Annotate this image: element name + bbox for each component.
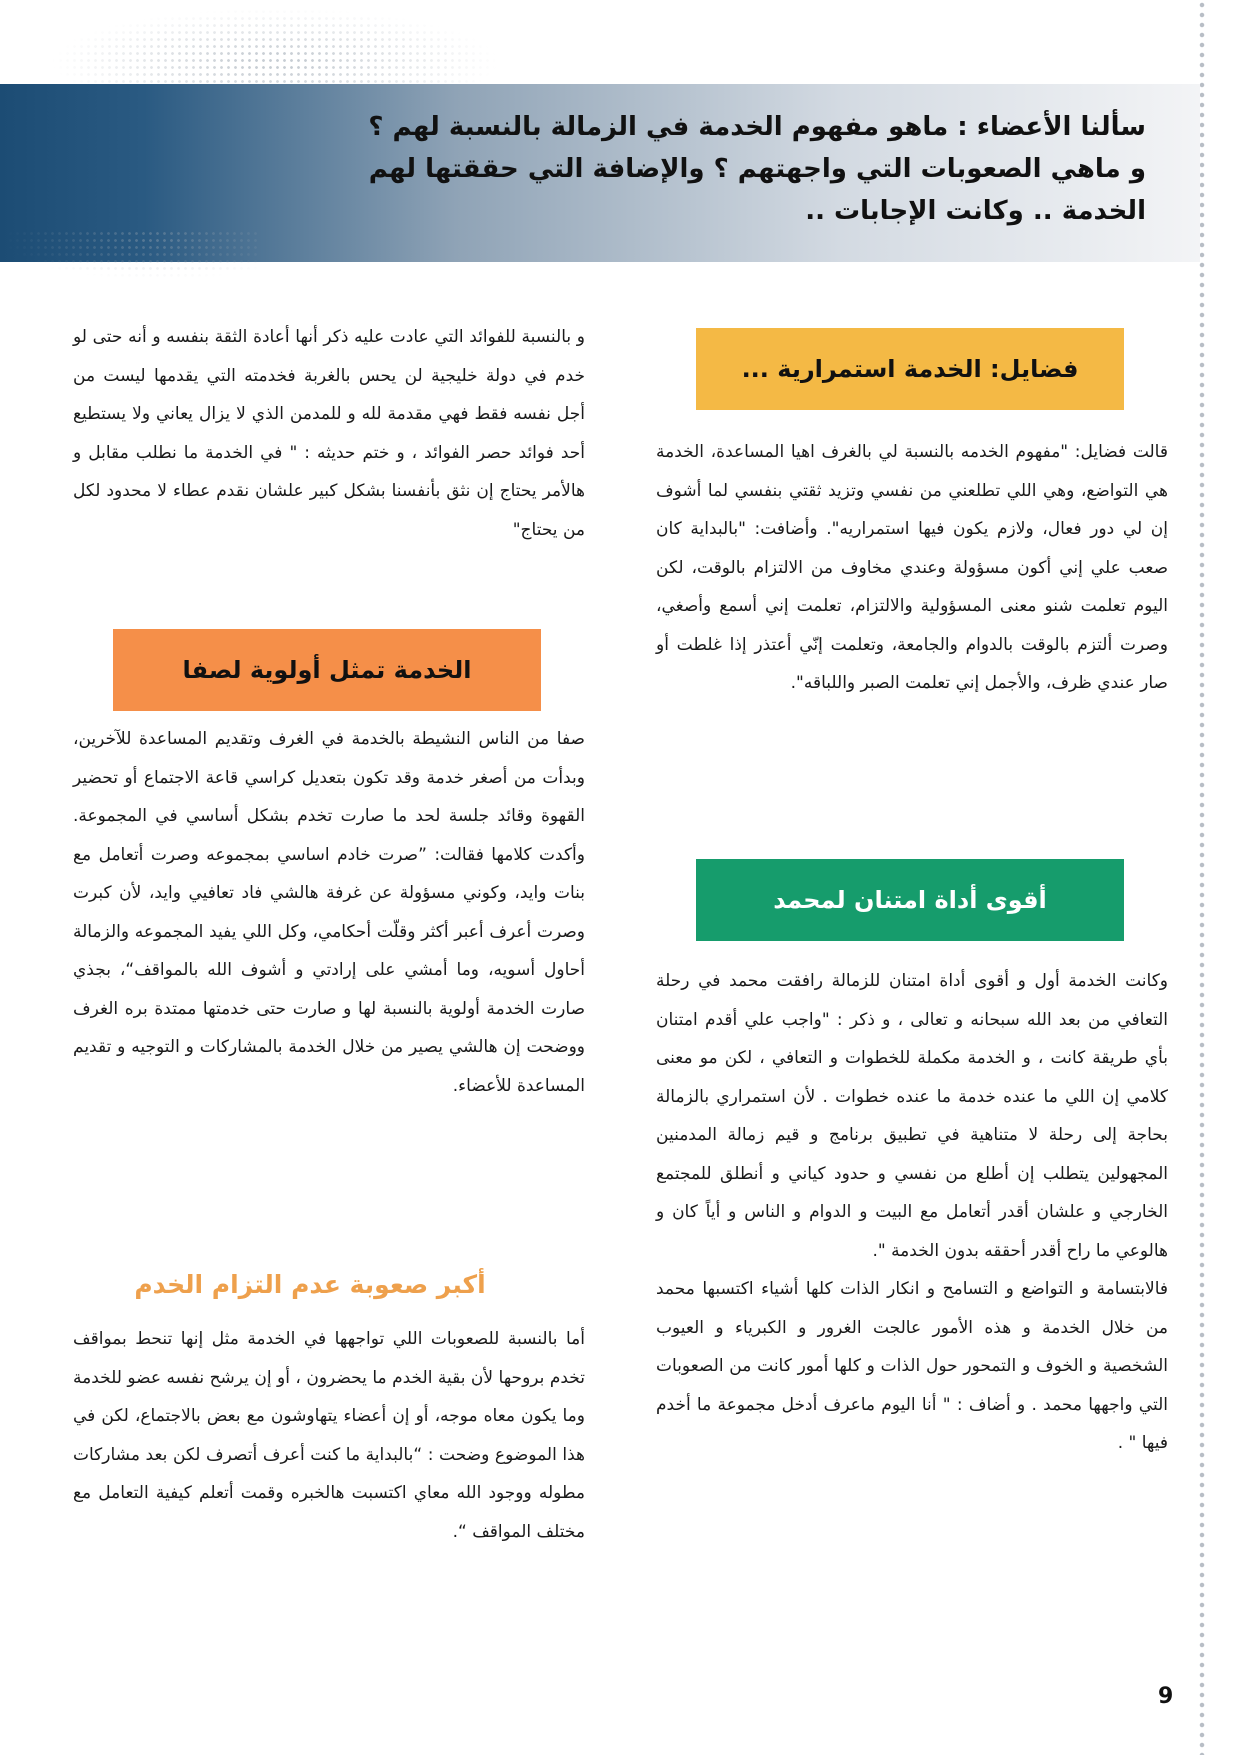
banner-line-3: الخدمة .. وكانت الإجابات .. (805, 196, 1146, 226)
left-column-para-3 (73, 1320, 585, 1551)
edge-dot-border (1198, 0, 1206, 1755)
difficulty-paragraph: أما بالنسبة للصعوبات اللي تواجهها في الخدمة مثل إنها تنحط بمواقف تخدم بروحها لأن بقية الخدم ما يحضرون ، أو إن يرشح نفسه عضو للخدمة وما يكون معاه موجه، أو إن أعضاء يتهاوشون مع بعض بالاجتماع، لكن في هذا الموضوع وضحت : “بالبداية ما كنت أعرف أتصرف لكن بعد مشاركات مطوله ووجود الله معاي اكتسبت هالخبره وقمت أتعلم كيفية التعامل مع مختلف المواقف “. (73, 1329, 585, 1542)
heading-difficulty: أكبر صعوبة عدم التزام الخدم (134, 1270, 486, 1299)
dotted-decoration-lower (0, 230, 260, 280)
page-number: 9 (1158, 1684, 1174, 1709)
heading-fadayel: فضايل: الخدمة استمرارية ... (696, 328, 1124, 410)
fadayel-paragraph: قالت فضايل: "مفهوم الخدمه بالنسبة لي بالغرف اهيا المساعدة، الخدمة هي التواضع، وهي اللي تطلعني من نفسي وتزيد ثقتي بنفسي لما أشوف إن لي دور فعال، ولازم يكون فيها استمراريه". وأضافت: "بالبداية كان صعب علي إني أكون مسؤولة وعندي مخاوف من الالتزام بالوقت، لكن اليوم تعلمت شنو معنى المسؤولية والالتزام، تعلمت إني أسمع وأصغي، وصرت ألتزم بالوقت بالدوام والجامعة، وتعلمت إنّي أعتذر إذا غلطت أو صار عندي ظرف، والأجمل إني تعلمت الصبر واللباقه". (656, 442, 1168, 693)
banner-question (46, 106, 1146, 232)
banner-line-1: سألنا الأعضاء : ماهو مفهوم الخدمة في الزمالة بالنسبة لهم ؟ (368, 112, 1146, 142)
safa-paragraph: صفا من الناس النشيطة بالخدمة في الغرف وتقديم المساعدة للآخرين، وبدأت من أصغر خدمة وقد تكون بتعديل كراسي قاعة الاجتماع أو تحضير القهوة وقائد جلسة لحد ما صارت تخدم بشكل أساسي في المجموعة. وأكدت كلامها فقالت: ”صرت خادم اساسي بمجموعه وصرت أتعامل مع بنات وايد، وكوني مسؤولة عن غرفة هالشي فاد تعافيي وايد، لأن كبرت وصرت أعرف أعبر أكثر وقلّت أحكامي، وكل اللي يفيد المجموعه والزمالة أحاول أسويه، وما أمشي على إرادتي و أشوف الله بالمواقف“، بجذي صارت الخدمة أولوية بالنسبة لها و صارت حتى خدمتها ممتدة بره الغرف ووضحت إن هالشي يصير من خلال الخدمة بالمشاركات و التوجيه و تقديم المساعدة للأعضاء. (73, 729, 585, 1096)
heading-safa: الخدمة تمثل أولوية لصفا (113, 629, 541, 711)
right-column-para-1 (656, 433, 1168, 703)
left-column-para-2 (73, 720, 585, 1105)
mohammed-paragraph-1: وكانت الخدمة أول و أقوى أداة امتنان للزمالة رافقت محمد في رحلة التعافي من بعد الله سبحانه و تعالى ، و ذكر : "واجب علي أقدم امتنان بأي طريقة كانت ، و الخدمة مكملة للخطوات و التعافي ، لكن مو معنى كلامي إن اللي ما عنده خدمة ما عنده خطوات . لأن استمراري بالزمالة بحاجة إلى رحلة لا متناهية في تطبيق برنامج و قيم زمالة المدمنين المجهولين يتطلب إن أطلع من نفسي و حدود كياني و أنطلق للمجتمع الخارجي و علشان أقدر أتعامل مع البيت و الدوام و الناس و أياً كان و هالوعي ما راح أقدر أحققه بدون الخدمة ". (656, 971, 1168, 1261)
banner-line-2: و ماهي الصعوبات التي واجهتهم ؟ والإضافة التي حققتها لهم (368, 154, 1146, 184)
mohammed-paragraph-2: فالابتسامة و التواضع و التسامح و انكار الذات كلها أشياء اكتسبها محمد من خلال الخدمة و هذه الأمور عالجت الغرور و الكبرياء و العيوب الشخصية و الخوف و التمحور حول الذات و كلها أمور كانت من الصعوبات التي واجهها محمد . و أضاف : " أنا اليوم ماعرف أدخل مجموعة ما أخدم فيها " . (656, 1279, 1168, 1453)
left-column-para-1 (73, 318, 585, 549)
heading-mohammed: أقوى أداة امتنان لمحمد (696, 859, 1124, 941)
right-column-para-2 (656, 962, 1168, 1463)
benefits-paragraph: و بالنسبة للفوائد التي عادت عليه ذكر أنها أعادة الثقة بنفسه و أنه حتى لو خدم في دولة خليجية لن يحس بالغربة فخدمته التي يقدمها ليست من أجل نفسه فقط فهي مقدمة لله و للمدمن الذي لا يزال يعاني ولا يستطيع أحد فوائد حصر الفوائد ، و ختم حديثه : " في الخدمة ما نطلب مقابل و هالأمر يحتاج إن نثق بأنفسنا بشكل كبير علشان نقدم عطاء لا محدود لكل من يحتاج" (73, 327, 585, 540)
